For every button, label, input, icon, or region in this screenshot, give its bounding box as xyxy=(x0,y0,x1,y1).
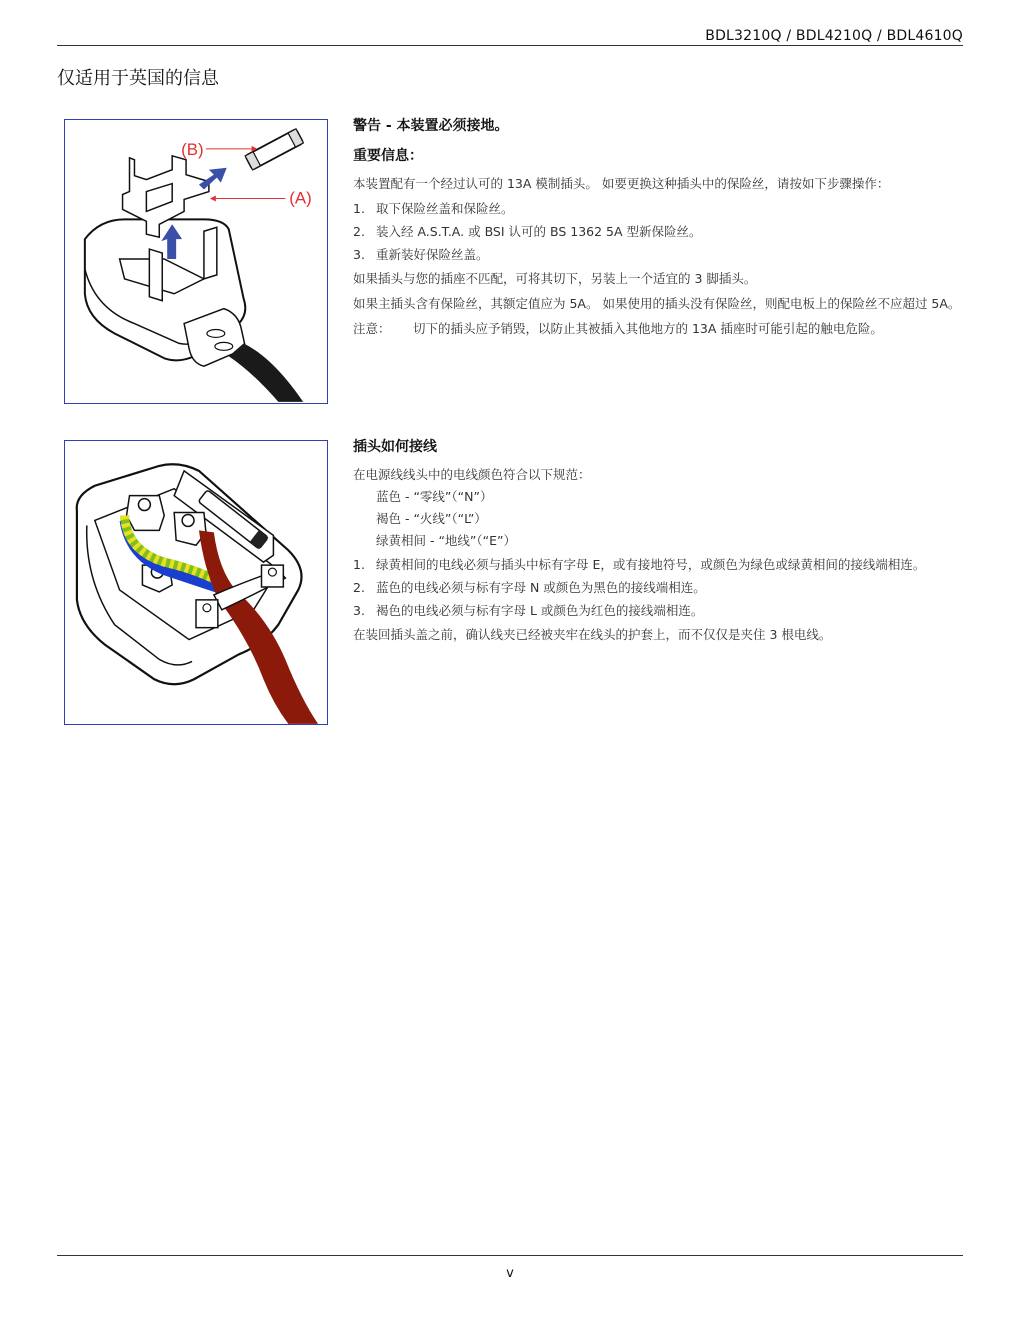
list-item xyxy=(353,580,963,596)
page-number: v xyxy=(506,1266,514,1281)
list-item xyxy=(353,603,963,619)
note-block xyxy=(353,321,963,337)
list-item-text: 绿黄相间的电线必须与插头中标有字母 E，或有接地符号，或颜色为绿色或绿黄相间的接线端相连。 xyxy=(376,557,926,572)
important-heading: 重要信息： xyxy=(353,148,423,164)
document-model-header: BDL3210Q / BDL4210Q / BDL4610Q xyxy=(705,28,963,44)
fuse-intro-paragraph: 本装置配有一个经过认可的 13A 模制插头。 如要更换这种插头中的保险丝，请按如下步骤操作： xyxy=(353,176,890,191)
wire-colors-intro: 在电源线线头中的电线颜色符合以下规范： xyxy=(353,467,591,482)
wiring-heading: 插头如何接线 xyxy=(353,439,437,455)
wiring-figure xyxy=(64,440,328,725)
wire-color-item: 绿黄相间 - “地线”（“E”） xyxy=(376,533,517,548)
plug-fuse-illustration xyxy=(65,120,327,403)
list-item-text: 取下保险丝盖和保险丝。 xyxy=(376,201,514,216)
note-text: 切下的插头应予销毁，以防止其被插入其他地方的 13A 插座时可能引起的触电危险。 xyxy=(413,321,883,336)
fuse-rating-paragraph: 如果主插头含有保险丝，其额定值应为 5A。 如果使用的插头没有保险丝，则配电板上的保险丝不应超过 5A。 xyxy=(353,296,961,311)
footer-divider xyxy=(57,1255,963,1256)
fuse-section xyxy=(353,116,963,337)
wiring-steps-list xyxy=(353,557,963,619)
power-cable-shape xyxy=(229,343,303,402)
wire-color-item: 褐色 - “火线”（“L”） xyxy=(376,511,487,526)
list-item-text: 装入经 A.S.T.A. 或 BSI 认可的 BS 1362 5A 型新保险丝。 xyxy=(376,224,702,239)
list-item-number: 1. xyxy=(353,557,365,572)
page-title: 仅适用于英国的信息 xyxy=(57,68,219,89)
fuse-label-b: (B) xyxy=(181,139,204,159)
plug-pin-shape xyxy=(149,249,162,301)
list-item xyxy=(353,201,963,217)
wiring-section xyxy=(353,437,963,652)
list-item-number: 2. xyxy=(353,580,365,595)
list-item-text: 褐色的电线必须与标有字母 L 或颜色为红色的接线端相连。 xyxy=(376,603,704,618)
plug-wiring-illustration xyxy=(65,441,327,724)
list-item xyxy=(353,557,963,573)
list-item-number: 3. xyxy=(353,247,365,262)
plug-mismatch-paragraph: 如果插头与您的插座不匹配，可将其切下，另装上一个适宜的 3 脚插头。 xyxy=(353,271,757,286)
closing-paragraph: 在装回插头盖之前，确认线夹已经被夹牢在线头的护套上，而不仅仅是夹住 3 根电线。 xyxy=(353,627,832,642)
wire-colors-block xyxy=(353,467,963,549)
warning-heading: 警告 - 本装置必须接地。 xyxy=(353,118,509,134)
remove-fuse-arrow-icon xyxy=(199,168,227,190)
list-item xyxy=(353,224,963,240)
header-divider xyxy=(57,45,963,46)
list-item-text: 蓝色的电线必须与标有字母 N 或颜色为黑色的接线端相连。 xyxy=(376,580,706,595)
cover-label-a: (A) xyxy=(289,188,312,208)
list-item-number: 3. xyxy=(353,603,365,618)
fuse-replacement-figure xyxy=(64,119,328,404)
fuse-steps-list xyxy=(353,201,963,263)
note-label: 注意： xyxy=(353,321,391,336)
list-item-number: 2. xyxy=(353,224,365,239)
list-item xyxy=(353,247,963,263)
list-item-text: 重新装好保险丝盖。 xyxy=(376,247,489,262)
list-item-number: 1. xyxy=(353,201,365,216)
wire-color-item: 蓝色 - “零线”（“N”） xyxy=(376,489,493,504)
